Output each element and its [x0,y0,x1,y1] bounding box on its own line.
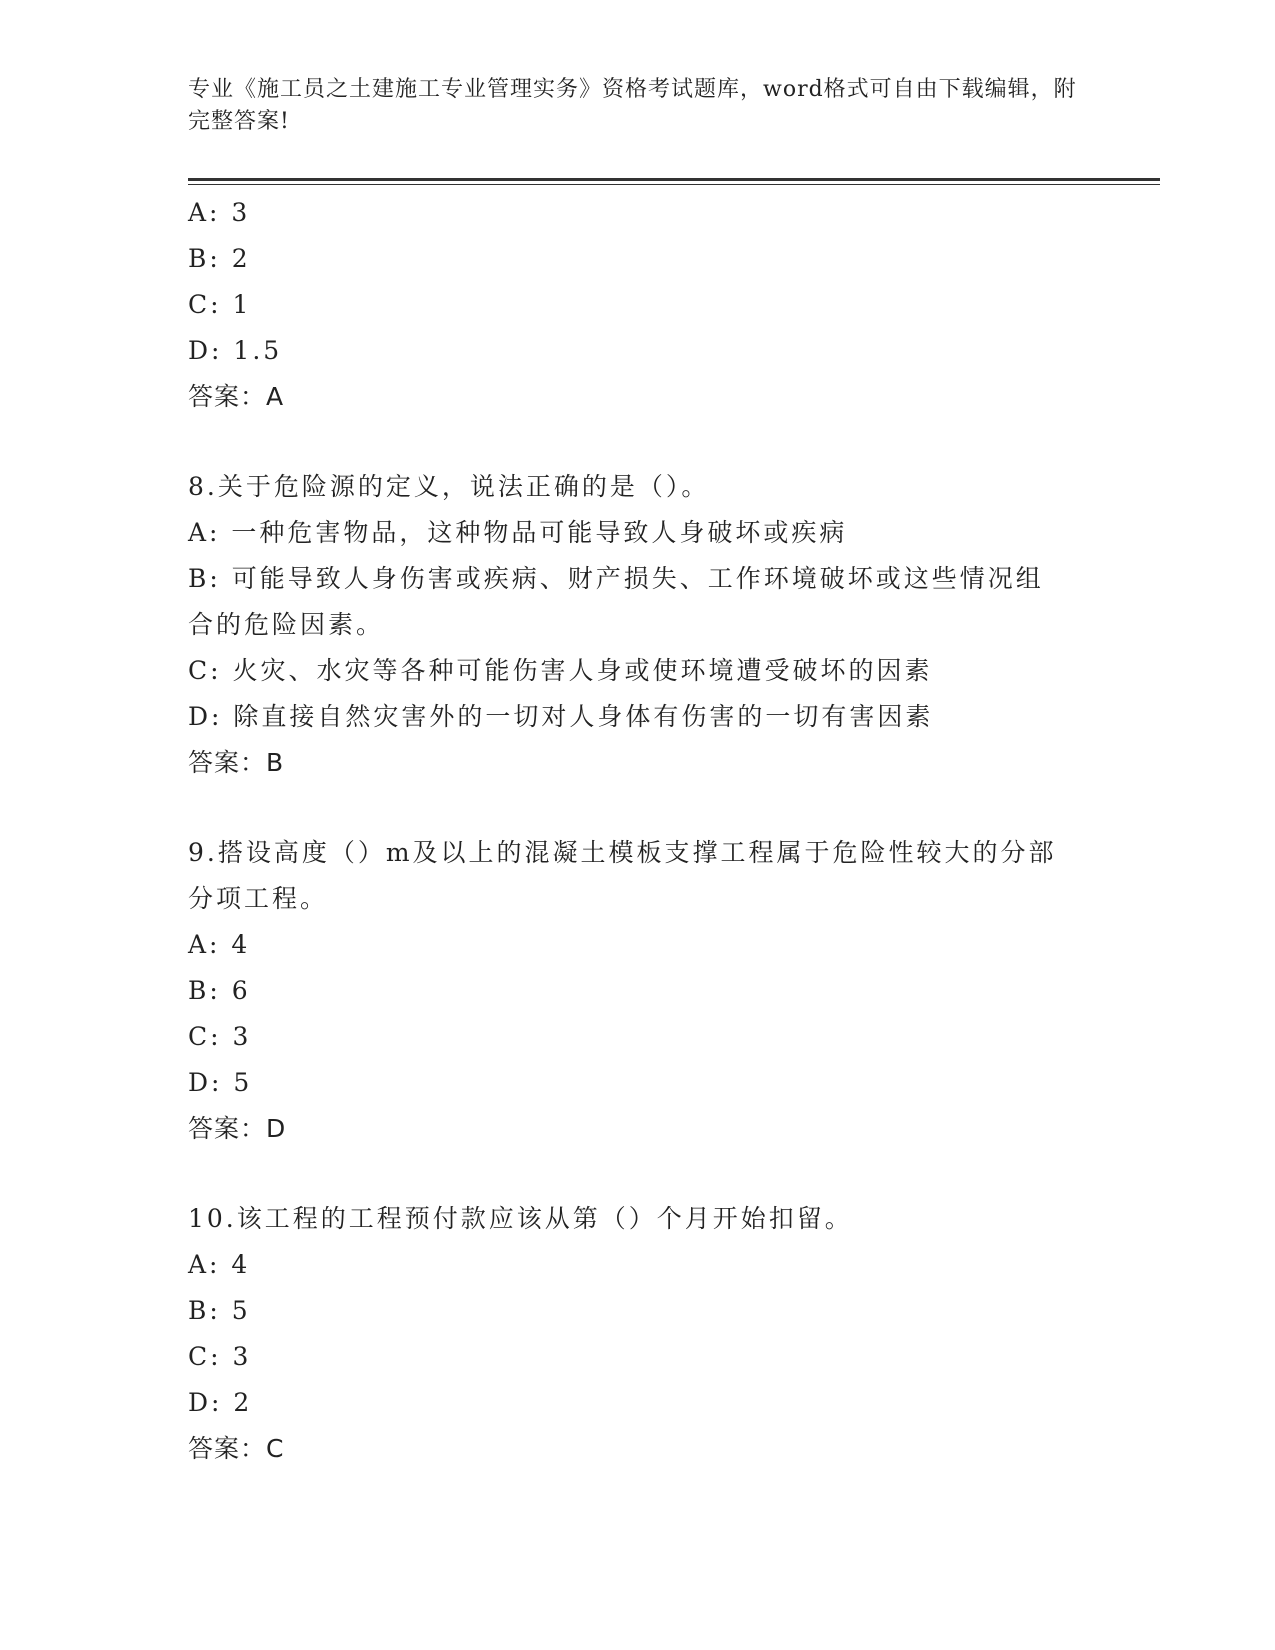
page-header: 专业《施工员之土建施工专业管理实务》资格考试题库，word格式可自由下载编辑，附完整答案! [188,77,1077,134]
header-divider-thick [188,178,1160,181]
option-c: C: 3 [188,1342,252,1371]
option-a: A: 3 [188,198,251,227]
option-c: C: 3 [188,1022,252,1051]
question-text: 10.该工程的工程预付款应该从第（）个月开始扣留。 [188,1204,853,1233]
option-c: C: 1 [188,290,252,319]
option-c: C: 火灾、水灾等各种可能伤害人身或使环境遭受破坏的因素 [188,656,933,685]
question-text: 9.搭设高度（）m及以上的混凝土模板支撑工程属于危险性较大的分部分项工程。 [188,838,1057,913]
option-a: A: 4 [188,1250,251,1279]
option-a: A: 4 [188,930,251,959]
spacer [188,420,1088,464]
answer-line: 答案：C [188,1434,285,1463]
header-divider-thin [188,184,1160,185]
spacer [188,786,1088,830]
option-d: D: 2 [188,1388,253,1417]
option-d: D: 1.5 [188,336,283,365]
option-b: B: 5 [188,1296,251,1325]
option-b: B: 可能导致人身伤害或疾病、财产损失、工作环境破坏或这些情况组合的危险因素。 [188,564,1044,639]
question-9 [188,830,1088,1152]
option-b: B: 2 [188,244,251,273]
spacer [188,1152,1088,1196]
answer-line: 答案：A [188,382,285,411]
question-10 [188,1196,1088,1472]
answer-line: 答案：D [188,1114,287,1143]
question-list [188,190,1088,1472]
option-d: D: 除直接自然灾害外的一切对人身体有伤害的一切有害因素 [188,702,934,731]
question-text: 8.关于危险源的定义，说法正确的是（）。 [188,472,710,501]
option-b: B: 6 [188,976,251,1005]
option-d: D: 5 [188,1068,253,1097]
answer-line: 答案：B [188,748,285,777]
question-7-options [188,190,1088,420]
option-a: A: 一种危害物品，这种物品可能导致人身破坏或疾病 [188,518,848,547]
question-8 [188,464,1088,786]
